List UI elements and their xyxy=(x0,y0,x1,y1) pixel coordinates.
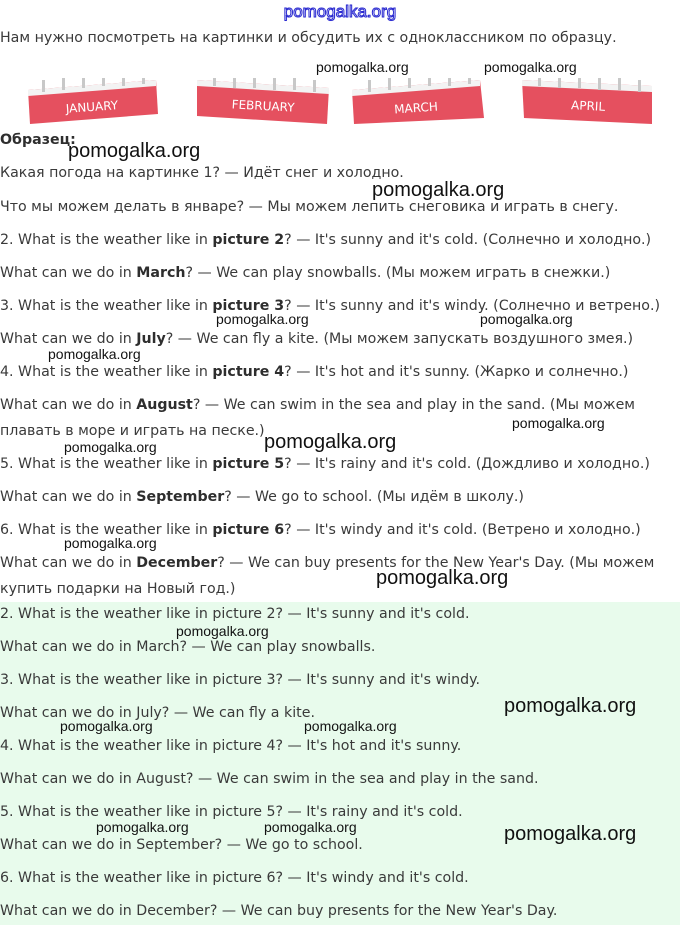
watermark: pomogalka.org xyxy=(480,311,573,327)
answer-line: What can we do in July? — We can fly a kite. xyxy=(0,705,315,721)
question-activity-6-cont: купить подарки на Новый год.) xyxy=(0,581,236,597)
watermark: pomogalka.org xyxy=(216,311,309,327)
watermark: pomogalka.org xyxy=(304,718,397,734)
watermark: pomogalka.org xyxy=(316,59,409,75)
watermark: pomogalka.org xyxy=(64,439,157,455)
watermark: pomogalka.org xyxy=(504,823,637,845)
question-activity-3: What can we do in July? — We can fly a kite. (Мы можем запускать воздушного змея.) xyxy=(0,331,634,347)
calendar-month-label: MARCH xyxy=(393,99,439,117)
answer-line: What can we do in September? — We go to school. xyxy=(0,837,363,853)
answer-line: 2. What is the weather like in picture 2? — It's sunny and it's cold. xyxy=(0,606,470,622)
watermark: pomogalka.org xyxy=(504,695,637,717)
answer-line: 4. What is the weather like in picture 4? — It's hot and it's sunny. xyxy=(0,738,462,754)
watermark: pomogalka.org xyxy=(64,535,157,551)
answer-line: What can we do in August? — We can swim in the sea and play in the sand. xyxy=(0,771,539,787)
calendar-march xyxy=(348,78,488,126)
calendar-month-label: APRIL xyxy=(570,98,606,114)
question-weather-4: 4. What is the weather like in picture 4? — It's hot and it's sunny. (Жарко и солнечно.) xyxy=(0,364,629,380)
calendar-january xyxy=(22,78,162,126)
watermark: pomogalka.org xyxy=(372,179,505,201)
watermark: pomogalka.org xyxy=(484,59,577,75)
question-activity-2: What can we do in March? — We can play snowballs. (Мы можем играть в снежки.) xyxy=(0,265,611,281)
calendar-month-label: FEBRUARY xyxy=(231,97,295,115)
calendar-february xyxy=(193,78,333,126)
question-activity-5: What can we do in September? — We go to school. (Мы идём в школу.) xyxy=(0,489,524,505)
calendar-april xyxy=(518,78,658,126)
sample-question-2: Что мы можем делать в январе? — Мы можем лепить снеговика и играть в снегу. xyxy=(0,199,619,215)
question-activity-4: What can we do in August? — We can swim in the sea and play in the sand. (Мы можем xyxy=(0,397,636,413)
watermark: pomogalka.org xyxy=(68,140,201,162)
watermark: pomogalka.org xyxy=(512,415,605,431)
watermark: pomogalka.org xyxy=(48,346,141,362)
answer-line: What can we do in March? — We can play snowballs. xyxy=(0,639,376,655)
question-activity-4-cont: плавать в море и играть на песке.) xyxy=(0,423,265,439)
watermark: pomogalka.org xyxy=(264,431,397,453)
watermark: pomogalka.org xyxy=(60,718,153,734)
question-weather-3: 3. What is the weather like in picture 3? — It's sunny and it's windy. (Солнечно и ветрено.) xyxy=(0,298,661,314)
question-weather-2: 2. What is the weather like in picture 2? — It's sunny and it's cold. (Солнечно и холодно.) xyxy=(0,232,652,248)
answer-line: 6. What is the weather like in picture 6? — It's windy and it's cold. xyxy=(0,870,469,886)
watermark: pomogalka.org xyxy=(264,819,357,835)
sample-question-1: Какая погода на картинке 1? — Идёт снег и холодно. xyxy=(0,165,404,181)
watermark: pomogalka.org xyxy=(376,567,509,589)
question-weather-5: 5. What is the weather like in picture 5? — It's rainy and it's cold. (Дождливо и холодно.) xyxy=(0,456,650,472)
question-weather-6: 6. What is the weather like in picture 6? — It's windy and it's cold. (Ветрено и холодно.) xyxy=(0,522,641,538)
calendar-month-label: JANUARY xyxy=(65,98,119,116)
watermark: pomogalka.org xyxy=(176,623,269,639)
sample-label: Образец: xyxy=(0,132,76,148)
intro-text: Нам нужно посмотреть на картинки и обсудить их с одноклассником по образцу. xyxy=(0,30,617,46)
watermark: pomogalka.org xyxy=(96,819,189,835)
question-activity-6: What can we do in December? — We can buy presents for the New Year's Day. (Мы можем xyxy=(0,555,655,571)
answer-line: What can we do in December? — We can buy presents for the New Year's Day. xyxy=(0,903,558,919)
answer-line: 5. What is the weather like in picture 5? — It's rainy and it's cold. xyxy=(0,804,463,820)
top-watermark: pomogalka.org xyxy=(283,2,397,21)
answer-line: 3. What is the weather like in picture 3? — It's sunny and it's windy. xyxy=(0,672,480,688)
